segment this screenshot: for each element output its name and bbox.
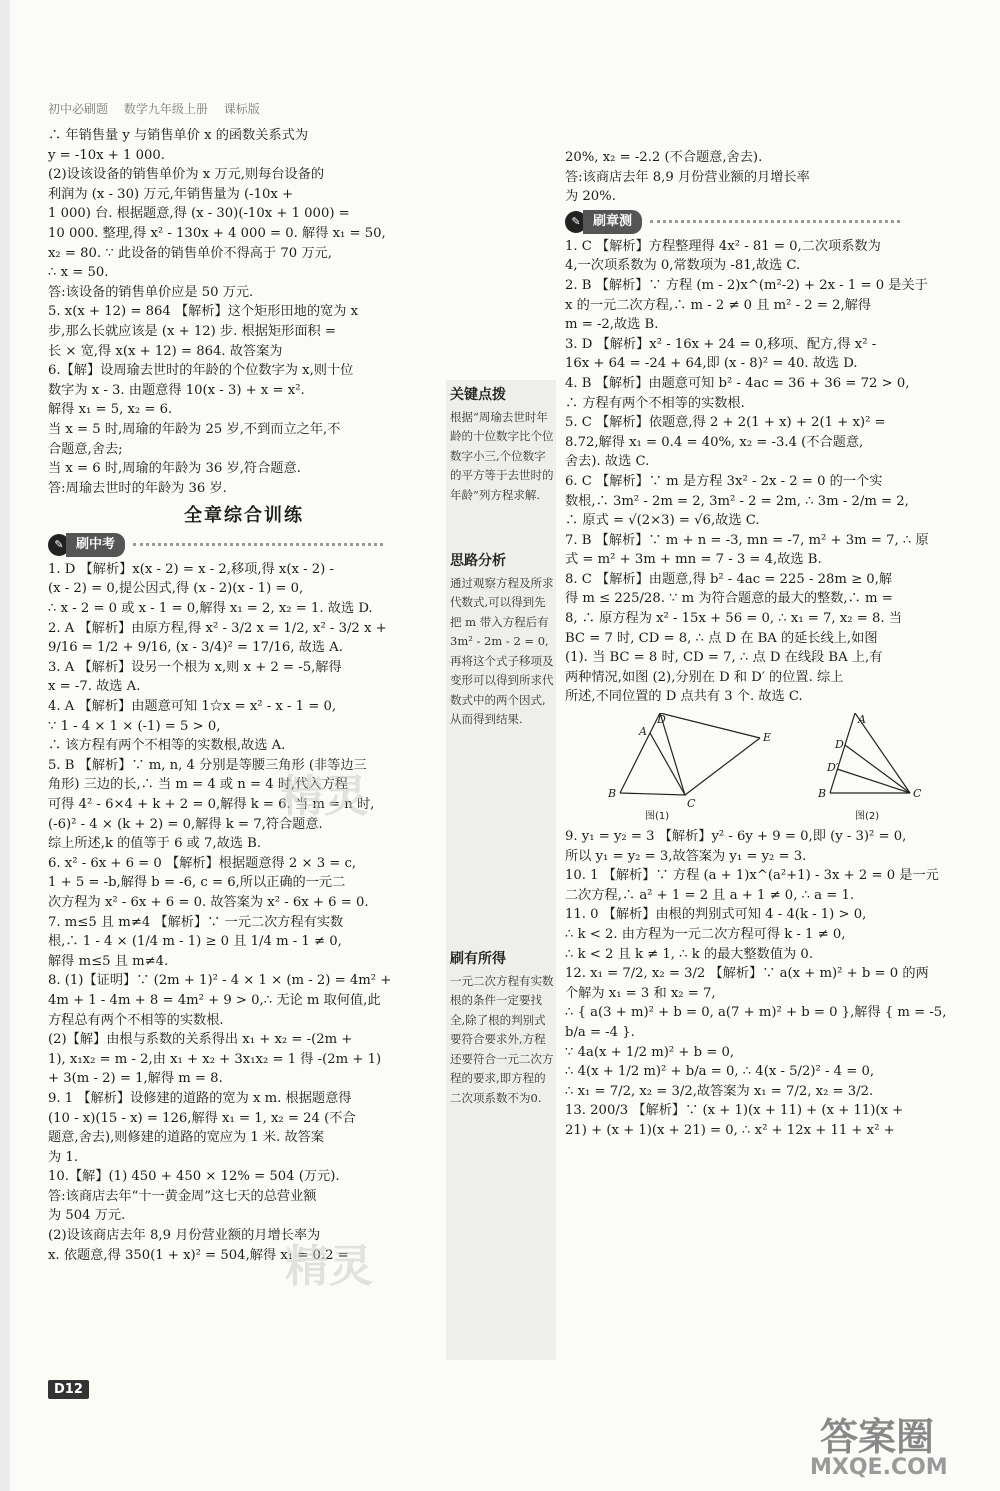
answers-list-2 [565, 827, 960, 1141]
text-line: 2. B 【解析】∵ 方程 (m - 2)x^(m²-2) + 2x - 1 = 0 是关于 [565, 277, 928, 293]
geometry-figures [565, 713, 960, 823]
text-line: 1 + 5 = -b,解得 b = -6, c = 6,所以正确的一元二 [48, 875, 346, 891]
text-line: ∴ 方程有两个不相等的实数根. [565, 395, 745, 411]
text-line: 长 × 宽,得 x(x + 12) = 864. 故答案为 [48, 343, 283, 359]
header-subject: 数学九年级上册 [123, 102, 208, 116]
tip-text: 一元二次方程有实数根的条件一定要找全,除了根的判别式要符合要求外,方程还要符合一元二次方程的要求,即方程的二次项系数不为0. [450, 973, 554, 1105]
text-line: m = -2,故选 B. [565, 317, 659, 333]
text-line: 6. x² - 6x + 6 = 0 【解析】根据题意得 2 × 3 = c, [48, 855, 357, 871]
text-line: (x - 2) = 0,提公因式,得 (x - 2)(x - 1) = 0, [48, 581, 304, 597]
svg-text:C: C [687, 797, 696, 811]
tip-title: 思路分析 [450, 553, 506, 569]
text-line: ∴ 该方程有两个不相等的实数根,故选 A. [48, 738, 286, 754]
text-line: 为 20%. [565, 189, 616, 205]
text-line: (2)设该设备的销售单价为 x 万元,则每台设备的 [48, 167, 325, 183]
tip-title: 关键点拨 [450, 387, 506, 403]
text-line: 7. B 【解析】∵ m + n = -3, mn = -7, m² + 3m = 7, ∴ 原 [565, 532, 929, 548]
svg-text:D: D [657, 713, 666, 727]
tip-text: 通过观察方程及所求代数式,可以得到先把 m 带入方程后有 3m² - 2m - 2 = 0,再将这个式子移项及变形可以得到所求代数式中的两个因式,从而得到结果. [450, 575, 554, 726]
text-line: 题意,舍去),则修建的道路的宽应为 1 米. 故答案 [48, 1130, 325, 1146]
text-line: 解得 x₁ = 5, x₂ = 6. [48, 402, 173, 418]
text-line: ∴ k < 2. 由方程为一元二次方程可得 k - 1 ≠ 0, [565, 927, 846, 942]
section-title: 全章综合训练 [184, 505, 304, 527]
text-line: 可得 4² - 6×4 + k + 2 = 0,解得 k = 6. 当 m = n 时, [48, 797, 375, 812]
side-notes-column [446, 380, 556, 1360]
text-line: 式 = m² + 3m + mn = 7 - 3 = 4,故选 B. [565, 552, 822, 568]
text-line: 3. D 【解析】x² - 16x + 24 = 0,移项、配方,得 x² - [565, 336, 877, 352]
text-line: (10 - x)(15 - x) = 126,解得 x₁ = 1, x₂ = 24 (不合 [48, 1110, 356, 1126]
text-line: 所述,不同位置的 D 点共有 3 个. 故选 C. [565, 689, 803, 705]
text-line: 数根,∴ 3m² - 2m = 2, 3m² - 2 = 2m, ∴ 3m - 2/m = 2, [565, 493, 909, 509]
text-line: 数字为 x - 3. 由题意得 10(x - 3) + x = x². [48, 382, 305, 398]
text-line: ∴ { a(3 + m)² + b = 0, a(7 + m)² + b = 0 },解得 { m = -5, b/a = -4 }. [565, 1005, 947, 1040]
text-line: 10.【解】(1) 450 + 450 × 12% = 504 (万元). [48, 1169, 340, 1185]
answers-list [48, 560, 440, 1265]
text-line: 3. A 【解析】设另一个根为 x,则 x + 2 = -5,解得 [48, 659, 342, 675]
dotted-divider [650, 220, 900, 223]
text-line: 舍去). 故选 C. [565, 454, 650, 470]
text-line: 5. C 【解析】依题意,得 2 + 2(1 + x) + 2(1 + x)² = [565, 415, 886, 431]
text-line: 5. x(x + 12) = 864 【解析】这个矩形田地的宽为 x [48, 304, 359, 320]
text-line: 11. 0 【解析】由根的判别式可知 4 - 4(k - 1) > 0, [565, 907, 867, 923]
text-line: 为 504 万元. [48, 1208, 126, 1224]
text-line: 所以 y₁ = y₂ = 3,故答案为 y₁ = y₂ = 3. [565, 848, 807, 864]
figure-1-label: 图(1) [645, 811, 670, 823]
text-line: 为 1. [48, 1149, 78, 1165]
text-line: 角形) 三边的长,∴ 当 m = 4 或 n = 4 时,代入方程 [48, 777, 348, 793]
text-line: 步,那么长就应该是 (x + 12) 步. 根据矩形面积 = [48, 323, 336, 339]
answer-5 [48, 302, 440, 361]
text-line: ∴ k < 2 且 k ≠ 1, ∴ k 的最大整数值为 0. [565, 946, 814, 962]
text-line: y = -10x + 1 000. [48, 147, 165, 163]
tip-key-points [450, 386, 554, 505]
text-line: ∵ 1 - 4 × 1 × (-1) = 5 > 0, [48, 718, 221, 734]
text-line: (-6)² - 4 × (k + 2) = 0,解得 k = 7,符合题意. [48, 816, 323, 832]
page-number: D12 [48, 1380, 89, 1399]
text-line: 6. C 【解析】∵ m 是方程 3x² - 2x - 2 = 0 的一个实 [565, 473, 883, 489]
text-line: (2)【解】由根与系数的关系得出 x₁ + x₂ = -(2m + [48, 1032, 353, 1048]
text-line: 利润为 (x - 30) 万元,年销售量为 (-10x + [48, 186, 294, 202]
text-line: 二次方程,∴ a² + 1 = 2 且 a + 1 ≠ 0, ∴ a = 1. [565, 887, 855, 903]
tip-analysis [450, 552, 554, 730]
text-line: x = -7. 故选 A. [48, 679, 141, 695]
text-line: ∴ 4(x + 1/2 m)² + b/a = 0, ∴ 4(x - 5/2)² - 4 = 0, [565, 1064, 875, 1080]
site-url: MXQE.COM [810, 1455, 948, 1480]
text-line: 6.【解】设周瑜去世时的年龄的个位数字为 x,则十位 [48, 363, 354, 379]
text-line: 8. C 【解析】由题意,得 b² - 4ac = 225 - 28m ≥ 0,解 [565, 571, 893, 587]
text-line: 解得 m≤5 且 m≠4. [48, 953, 169, 969]
tip-text: 根据“周瑜去世时年龄的十位数字比个位数字小三,个位数字的平方等于去世时的年龄”列方程求解. [450, 409, 554, 502]
svg-text:B: B [818, 787, 827, 801]
svg-text:D: D [835, 738, 844, 752]
text-line: x 的一元二次方程,∴ m - 2 ≠ 0 且 m² - 2 = 2,解得 [565, 297, 872, 313]
text-line: 10 000. 整理,得 x² - 130x + 4 000 = 0. 解得 x₁ = 50, [48, 225, 386, 241]
text-line: 10. 1 【解析】∵ 方程 (a + 1)x^(a²+1) - 3x + 2 = 0 是一元 [565, 868, 939, 884]
text-line: 8. (1)【证明】∵ (2m + 1)² - 4 × 1 × (m - 2) = 4m² + [48, 973, 392, 989]
text-line: 次方程为 x² - 6x + 6 = 0. 故答案为 x² - 6x + 6 = 0. [48, 894, 369, 910]
site-logo: 答案圈 [820, 1415, 935, 1459]
text-line: ∴ x₁ = 7/2, x₂ = 3/2,故答案为 x₁ = 7/2, x₂ = 3/2. [565, 1083, 874, 1099]
pencil-icon: ✎ [48, 534, 70, 556]
text-line: 9. y₁ = y₂ = 3 【解析】y² - 6y + 9 = 0,即 (y - 3)² = 0, [565, 829, 907, 845]
text-line: 综上所述,k 的值等于 6 或 7,故选 B. [48, 836, 262, 852]
text-line: 两种情况,如图 (2),分别在 D 和 D′ 的位置. 综上 [565, 669, 844, 685]
text-line: 4. B 【解析】由题意可知 b² - 4ac = 36 + 36 = 72 > 0, [565, 375, 910, 391]
svg-text:C: C [913, 787, 922, 801]
badge-label: 刷章测 [583, 210, 642, 234]
header-edition: 课标版 [223, 102, 260, 116]
text-line: ∴ 原式 = √(2×3) = √6,故选 C. [565, 513, 760, 529]
text-line: 方程总有两个不相等的实数根. [48, 1012, 224, 1028]
text-line: + 3(m - 2) = 1,解得 m = 8. [48, 1071, 223, 1087]
svg-text:A: A [639, 725, 647, 739]
text-line: 8, ∴ 原方程为 x² - 15x + 56 = 0, ∴ x₁ = 7, x₂ = 8. 当 [565, 611, 902, 627]
text-line: (2)设该商店去年 8,9 月份营业额的月增长率为 [48, 1228, 321, 1244]
answer-6 [48, 361, 440, 498]
tip-title: 刷有所得 [450, 951, 506, 967]
triangle-figures [565, 713, 960, 823]
text-line: 4. A 【解析】由题意可知 1☆x = x² - x - 1 = 0, [48, 699, 337, 715]
text-line: 根,∴ 1 - 4 × (1/4 m - 1) ≥ 0 且 1/4 m - 1 ≠ 0, [48, 934, 342, 950]
text-line: 1), x₁x₂ = m - 2,由 x₁ + x₂ + 3x₁x₂ = 1 得 -(2m + 1) [48, 1051, 382, 1067]
text-line: 答:该商店去年“十一黄金周”这七天的总营业额 [48, 1188, 317, 1204]
badge-label: 刷中考 [66, 533, 125, 557]
running-header [48, 100, 272, 117]
svg-text:E: E [763, 731, 772, 745]
badge-zhongkao [48, 534, 383, 556]
right-column [565, 148, 960, 1141]
text-line: 8.72,解得 x₁ = 0.4 = 40%, x₂ = -3.4 (不合题意, [565, 434, 864, 450]
text-line: 9/16 = 1/2 + 9/16, (x - 3/4)² = 17/16, 故选 A. [48, 640, 343, 656]
svg-text:A: A [858, 713, 866, 727]
text-line: 1 000) 台. 根据题意,得 (x - 30)(-10x + 1 000) = [48, 206, 350, 222]
left-continued-solution [48, 126, 440, 302]
text-line: 13. 200/3 【解析】∵ (x + 1)(x + 11) + (x + 11)(x + [565, 1103, 904, 1119]
text-line: x₂ = 80. ∵ 此设备的销售单价不得高于 70 万元, [48, 245, 332, 261]
text-line: ∵ 4a(x + 1/2 m)² + b = 0, [565, 1044, 735, 1060]
right-continued-solution [565, 148, 960, 207]
badge-zhangce [565, 211, 900, 233]
text-line: 12. x₁ = 7/2, x₂ = 3/2 【解析】∵ a(x + m)² + b = 0 的两 [565, 966, 929, 982]
text-line: 1. D 【解析】x(x - 2) = x - 2,移项,得 x(x - 2) - [48, 561, 334, 577]
svg-text:D′: D′ [827, 761, 839, 775]
tip-takeaway [450, 950, 554, 1108]
text-line: 得 m ≤ 225/28. ∵ m 为符合题意的最大的整数,∴ m = [565, 591, 893, 607]
left-column [48, 126, 440, 1265]
pencil-icon: ✎ [565, 211, 587, 233]
text-line: 当 x = 6 时,周瑜的年龄为 36 岁,符合题意. [48, 461, 301, 477]
text-line: (1). 当 BC = 8 时, CD = 7, ∴ 点 D 在线段 BA 上,有 [565, 650, 883, 666]
text-line: 当 x = 5 时,周瑜的年龄为 25 岁,不到而立之年,不 [48, 421, 341, 437]
text-line: 答:周瑜去世时的年龄为 36 岁. [48, 480, 227, 496]
text-line: ∴ x - 2 = 0 或 x - 1 = 0,解得 x₁ = 2, x₂ = 1. 故选 D. [48, 601, 373, 617]
text-line: BC = 7 时, CD = 8, ∴ 点 D 在 BA 的延长线上,如图 [565, 630, 878, 646]
text-line: x. 依题意,得 350(1 + x)² = 504,解得 x₁ = 0.2 = [48, 1247, 349, 1263]
watermark: 精灵 [280, 771, 368, 822]
text-line: 个解为 x₁ = 3 和 x₂ = 7, [565, 985, 716, 1001]
text-line: 2. A 【解析】由原方程,得 x² - 3/2 x = 1/2, x² - 3/2 x + [48, 620, 387, 636]
text-line: 9. 1 【解析】设修建的道路的宽为 x m. 根据题意得 [48, 1090, 352, 1106]
answers-list [565, 237, 960, 707]
svg-text:B: B [608, 787, 617, 801]
text-line: 20%, x₂ = -2.2 (不合题意,舍去). [565, 150, 763, 165]
text-line: ∴ 年销售量 y 与销售单价 x 的函数关系式为 [48, 128, 309, 143]
text-line: 1. C 【解析】方程整理得 4x² - 81 = 0,二次项系数为 [565, 238, 881, 254]
text-line: 7. m≤5 且 m≠4 【解析】∵ 一元二次方程有实数 [48, 914, 344, 930]
text-line: 答:该商店去年 8,9 月份营业额的月增长率 [565, 169, 810, 185]
text-line: 合题意,舍去; [48, 441, 123, 457]
figure-2-label: 图(2) [855, 811, 880, 823]
text-line: 5. B 【解析】∵ m, n, 4 分别是等腰三角形 (非等边三 [48, 757, 367, 773]
text-line: 答:该设备的销售单价应是 50 万元. [48, 284, 254, 300]
header-series: 初中必刷题 [48, 102, 109, 116]
text-line: 4,一次项系数为 0,常数项为 -81,故选 C. [565, 258, 801, 274]
text-line: ∴ x = 50. [48, 265, 109, 281]
watermark: 精灵 [285, 1241, 373, 1292]
text-line: 4m + 1 - 4m + 8 = 4m² + 9 > 0,∴ 无论 m 取何值,此 [48, 992, 381, 1008]
text-line: 16x + 64 = -24 + 64,即 (x - 8)² = 40. 故选 D. [565, 356, 858, 372]
dotted-divider [133, 543, 383, 546]
text-line: 21) + (x + 1)(x + 21) = 0, ∴ x² + 12x + 11 + x² + [565, 1122, 895, 1138]
